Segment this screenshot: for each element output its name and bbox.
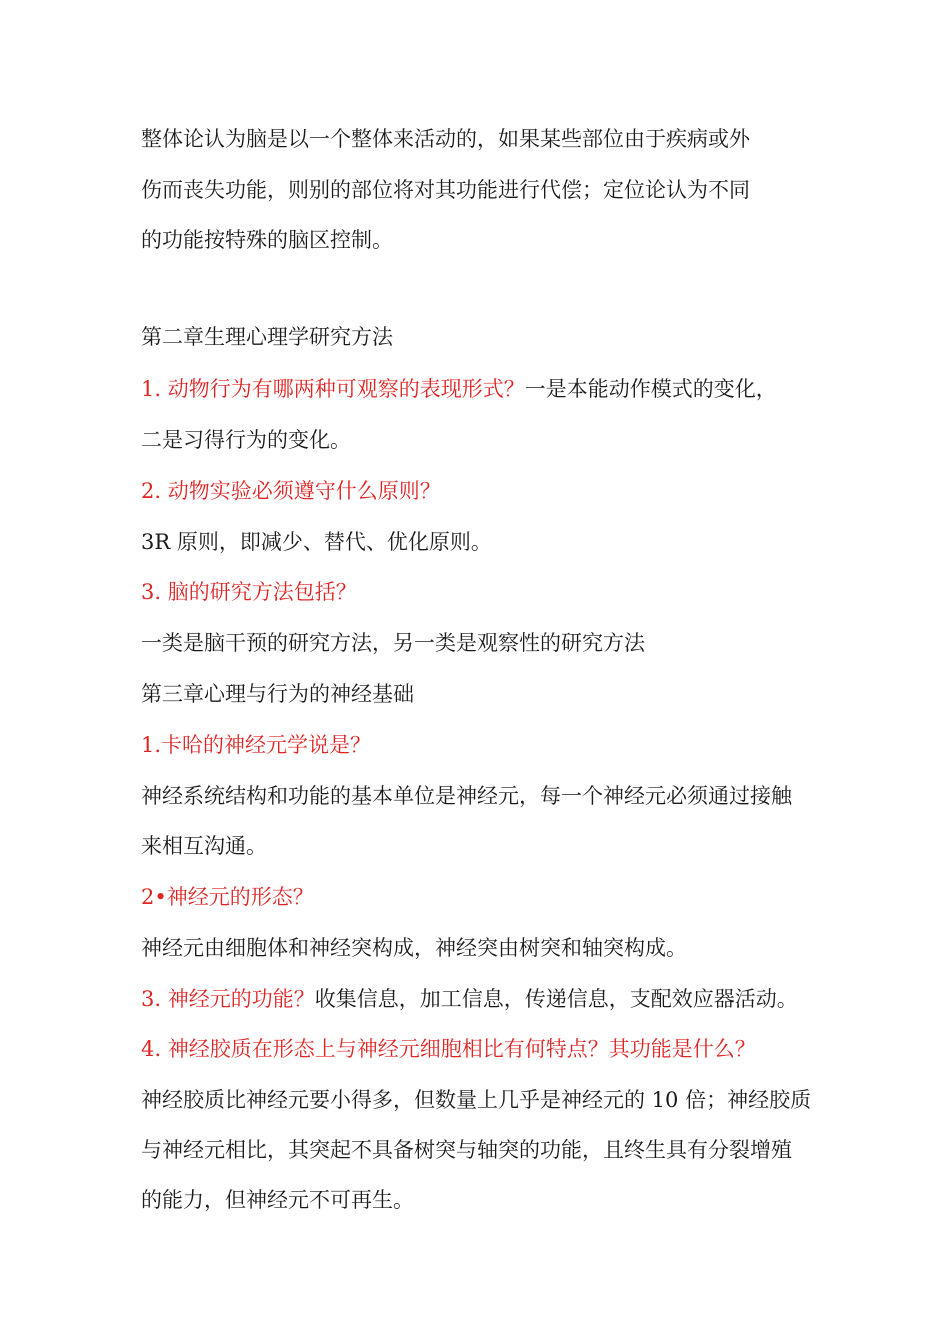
chapter2-q1-answer-cont: 二是习得行为的变化。 — [141, 428, 351, 452]
chapter2-title: 第二章生理心理学研究方法 — [141, 325, 393, 349]
intro-line-3: 的功能按特殊的脑区控制。 — [141, 228, 393, 252]
chapter3-q3-question: 3. 神经元的功能？ — [141, 987, 315, 1011]
chapter2-q3-question: 3. 脑的研究方法包括？ — [141, 580, 357, 604]
chapter3-q1-answer-line-1: 神经系统结构和功能的基本单位是神经元，每一个神经元必须通过接触 — [141, 784, 792, 808]
intro-line-2: 伤而丧失功能，则别的部位将对其功能进行代偿；定位论认为不同 — [141, 178, 750, 202]
chapter3-q4-question: 4. 神经胶质在形态上与神经元细胞相比有何特点？其功能是什么？ — [141, 1037, 756, 1061]
chapter2-q1-answer: 一是本能动作模式的变化， — [524, 377, 777, 401]
chapter3-q1-answer-line-2: 来相互沟通。 — [141, 834, 267, 858]
chapter2-q3-answer: 一类是脑干预的研究方法，另一类是观察性的研究方法 — [141, 631, 645, 655]
chapter3-q4-answer-line-1: 神经胶质比神经元要小得多，但数量上几乎是神经元的 10 倍；神经胶质 — [141, 1088, 812, 1112]
chapter3-q4-answer-line-2: 与神经元相比，其突起不具备树突与轴突的功能，且终生具有分裂增殖 — [141, 1138, 792, 1162]
chapter3-q2-answer: 神经元由细胞体和神经突构成，神经突由树突和轴突构成。 — [141, 936, 687, 960]
chapter2-q1-question: 1. 动物行为有哪两种可观察的表现形式？ — [141, 377, 525, 401]
chapter2-q2-answer: 3R 原则，即减少、替代、优化原则。 — [141, 530, 492, 554]
chapter3-title: 第三章心理与行为的神经基础 — [141, 682, 414, 706]
chapter3-q1-question: 1.卡哈的神经元学说是？ — [141, 733, 372, 757]
chapter2-q2-question: 2. 动物实验必须遵守什么原则？ — [141, 479, 441, 503]
intro-line-1: 整体论认为脑是以一个整体来活动的，如果某些部位由于疾病或外 — [141, 127, 750, 151]
chapter3-q3 — [141, 985, 798, 1013]
chapter3-q2-question: 2•神经元的形态？ — [141, 885, 314, 909]
chapter3-q4-answer-line-3: 的能力，但神经元不可再生。 — [141, 1188, 414, 1212]
chapter2-q1 — [141, 375, 777, 403]
chapter3-q3-answer: 收集信息，加工信息，传递信息，支配效应器活动。 — [314, 987, 798, 1011]
